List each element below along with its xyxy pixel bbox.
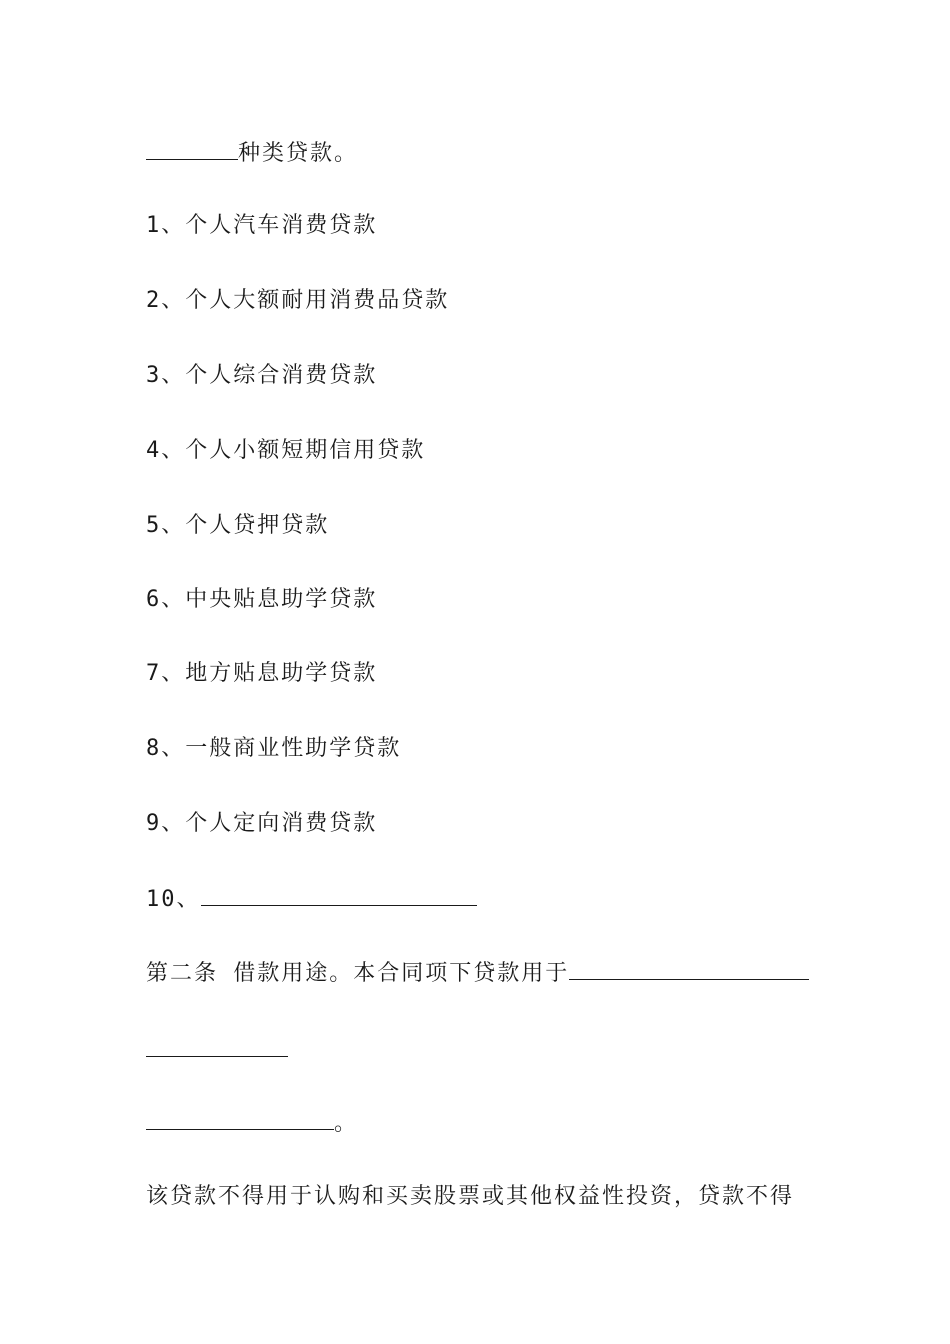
loan-type-blank: [146, 139, 238, 160]
list-item: 5、个人贷押贷款: [146, 513, 330, 538]
purpose-blank-continuation: [146, 1056, 288, 1057]
purpose-end: 。: [334, 1111, 359, 1136]
purpose-end-line: [146, 1109, 358, 1138]
list-item: 3、个人综合消费贷款: [146, 363, 378, 388]
article-2-line: [146, 959, 809, 988]
list-item: 9、个人定向消费贷款: [146, 811, 378, 836]
list-item: 6、中央贴息助学贷款: [146, 587, 378, 612]
item-10-blank: [201, 885, 477, 906]
list-item: 7、地方贴息助学贷款: [146, 661, 378, 686]
purpose-blank-final: [146, 1109, 334, 1130]
intro-suffix: 种类贷款。: [238, 141, 359, 166]
restriction-paragraph: 该贷款不得用于认购和买卖股票或其他权益性投资，贷款不得: [146, 1184, 795, 1209]
list-item: 4、个人小额短期信用贷款: [146, 438, 426, 463]
loan-type-intro: [146, 139, 358, 168]
purpose-blank: [569, 959, 809, 980]
list-item: 8、一般商业性助学贷款: [146, 736, 402, 761]
article-2-text: 第二条 借款用途。本合同项下贷款用于: [146, 961, 570, 986]
list-item: 2、个人大额耐用消费品贷款: [146, 288, 450, 313]
list-item-10: [146, 885, 477, 914]
item-10-prefix: 10、: [146, 887, 201, 912]
list-item: 1、个人汽车消费贷款: [146, 213, 378, 238]
